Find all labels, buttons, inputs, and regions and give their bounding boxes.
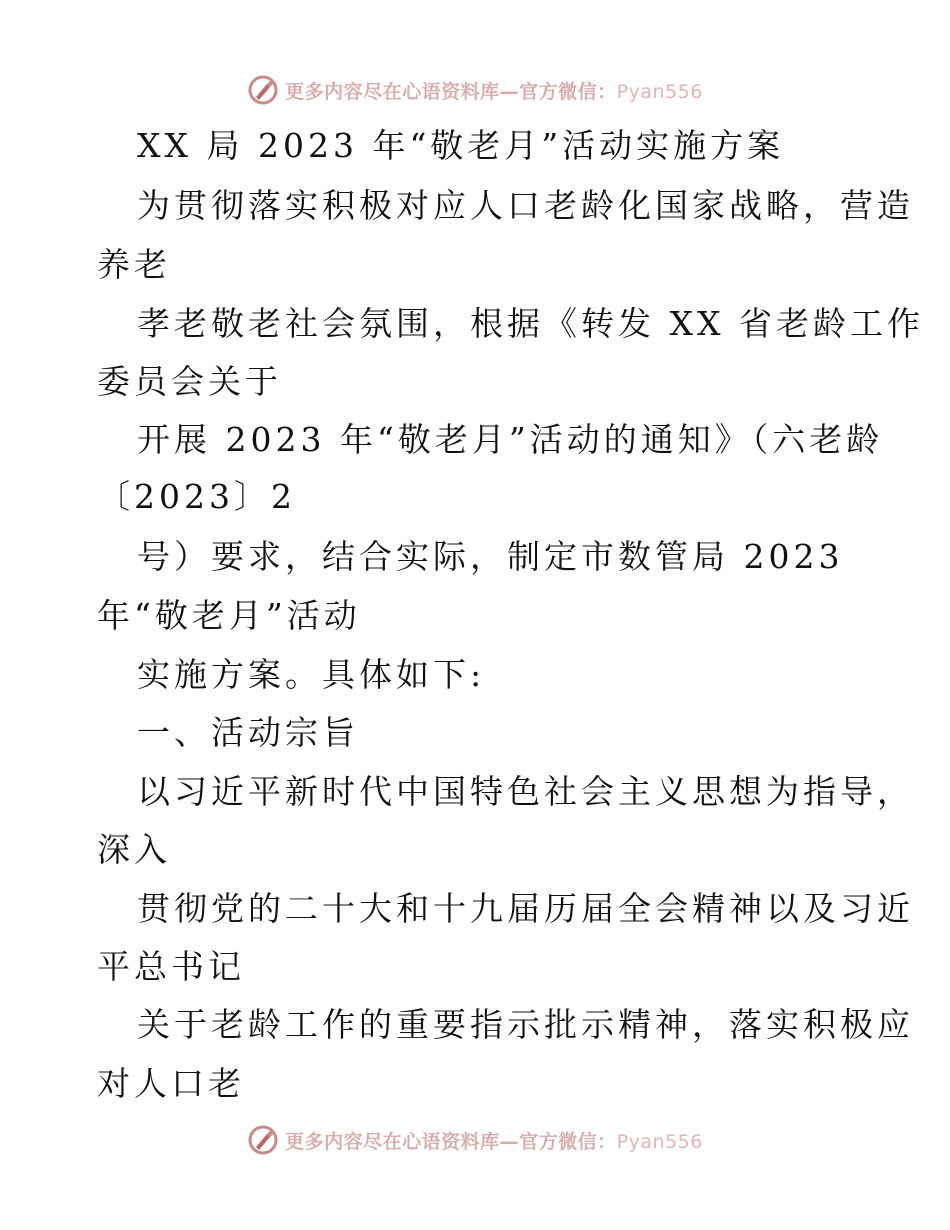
paragraph-line: 贯彻党的二十大和十九届历届全会精神以及习近 [137,889,914,928]
paragraph-line: 实施方案。具体如下: [137,655,486,694]
paragraph-line: 深入 [97,830,171,869]
paragraph-line: 开展 2023 年“敬老月”活动的通知》（六老龄 [137,420,884,459]
paragraph-line: 关于老龄工作的重要指示批示精神，落实积极应 [137,1005,914,1044]
paragraph-line: 委员会关于 [97,362,282,401]
banner-handle: Pyan556 [616,1130,703,1153]
document-title: XX 局 2023 年“敬老月”活动实施方案 [137,126,785,165]
paragraph-line: 养老 [97,245,171,284]
paragraph-line: 〔2023〕2 [97,477,296,516]
paragraph-line: 平总书记 [97,947,245,986]
paragraph-line: 孝老敬老社会氛围，根据《转发 XX 省老龄工作 [137,304,924,343]
paragraph-line: 号）要求，结合实际，制定市数管局 2023 [137,537,844,576]
paragraph-line: 为贯彻落实积极对应人口老龄化国家战略，营造 [137,186,914,225]
pen-circle-logo-icon [247,1124,279,1156]
banner-text [285,77,703,104]
pen-circle-logo-icon [247,74,279,106]
section-heading: 一、活动宗旨 [137,713,359,752]
paragraph-line: 对人口老 [97,1064,245,1103]
footer-banner [0,1120,950,1160]
banner-text [285,1127,703,1154]
header-banner [0,70,950,110]
banner-message: 更多内容尽在心语资料库—官方微信： [285,80,617,103]
paragraph-line: 以习近平新时代中国特色社会主义思想为指导， [137,772,914,811]
banner-handle: Pyan556 [616,80,703,103]
paragraph-line: 年“敬老月”活动 [97,596,361,635]
banner-message: 更多内容尽在心语资料库—官方微信： [285,1130,617,1153]
